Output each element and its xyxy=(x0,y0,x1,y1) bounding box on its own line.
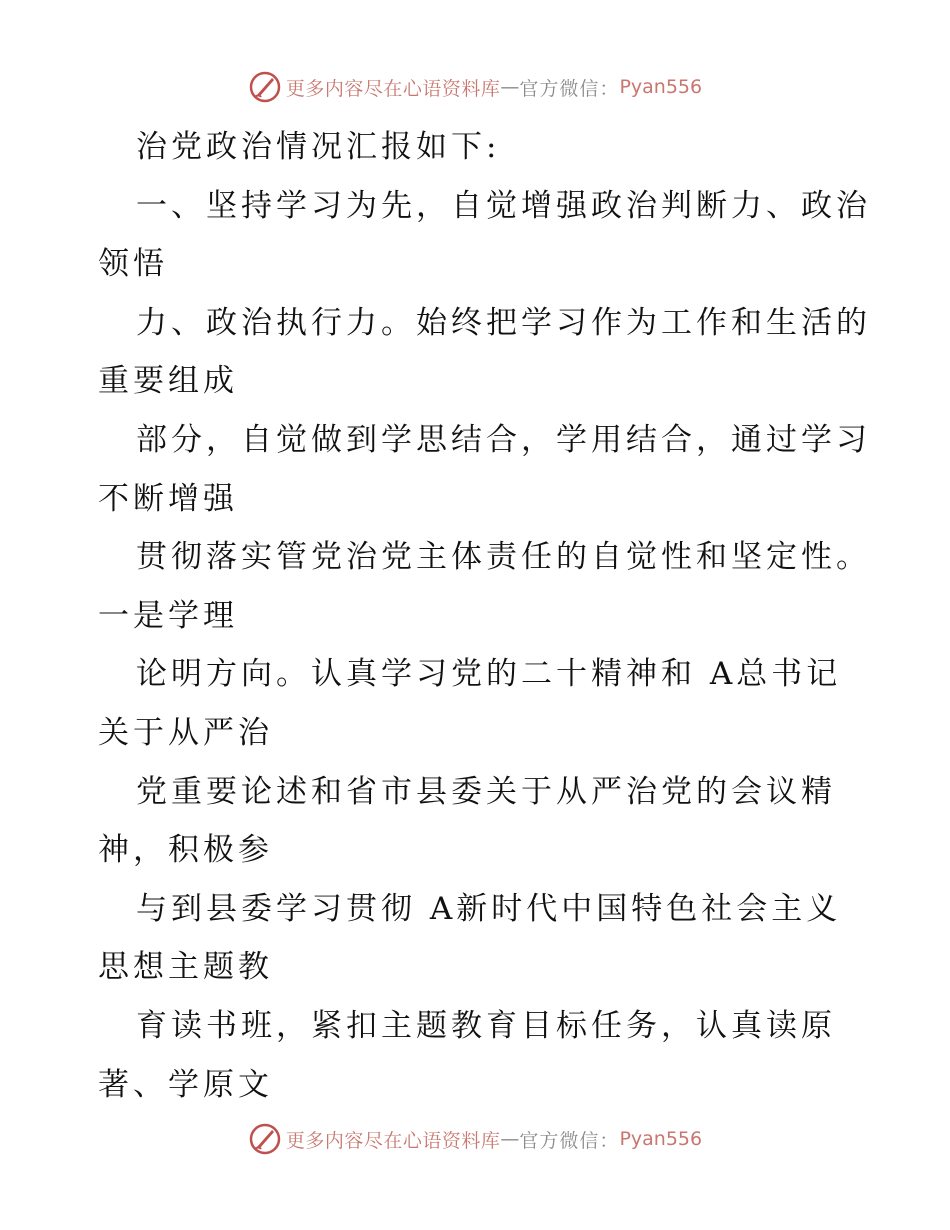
text-line: 重要组成 xyxy=(98,363,238,400)
banner-dash: — xyxy=(500,1128,520,1150)
text-line: 力、政治执行力。始终把学习作为工作和生活的 xyxy=(136,304,871,341)
text-line: 一、坚持学习为先，自觉增强政治判断力、政治 xyxy=(136,187,871,224)
header-banner xyxy=(0,70,950,104)
text-line: 神，积极参 xyxy=(98,832,273,869)
text-line: 论明方向。认真学习党的二十精神和 A总书记 xyxy=(136,656,842,693)
text-line: 思想主题教 xyxy=(98,949,273,986)
banner-wechat-id: Pyan556 xyxy=(619,76,703,98)
text-line: 贯彻落实管党治党主体责任的自觉性和坚定性。 xyxy=(136,539,871,576)
banner-title: 更多内容尽在心语资料库 xyxy=(285,77,501,100)
text-line: 党重要论述和省市县委关于从严治党的会议精 xyxy=(136,773,836,810)
quill-logo-icon xyxy=(248,70,282,104)
text-line: 与到县委学习贯彻 A新时代中国特色社会主义 xyxy=(136,890,842,927)
text-line: 著、学原文 xyxy=(98,1066,273,1103)
quill-logo-icon xyxy=(248,1122,282,1156)
footer-banner xyxy=(0,1122,950,1156)
banner-wechat-label: 官方微信： xyxy=(519,1129,620,1152)
banner-wechat-id: Pyan556 xyxy=(619,1128,703,1150)
text-line: 关于从严治 xyxy=(98,714,273,751)
text-line: 部分，自觉做到学思结合，学用结合，通过学习 xyxy=(136,421,871,458)
banner-dash: — xyxy=(500,76,520,98)
document-body xyxy=(98,118,871,1114)
text-line: 育读书班，紧扣主题教育目标任务，认真读原 xyxy=(136,1007,836,1044)
banner-title: 更多内容尽在心语资料库 xyxy=(285,1129,501,1152)
text-line: 不断增强 xyxy=(98,480,238,517)
text-line: 治党政治情况汇报如下: xyxy=(136,129,501,165)
banner-wechat-label: 官方微信： xyxy=(519,77,620,100)
text-line: 一是学理 xyxy=(98,597,238,634)
text-line: 领悟 xyxy=(98,246,168,283)
